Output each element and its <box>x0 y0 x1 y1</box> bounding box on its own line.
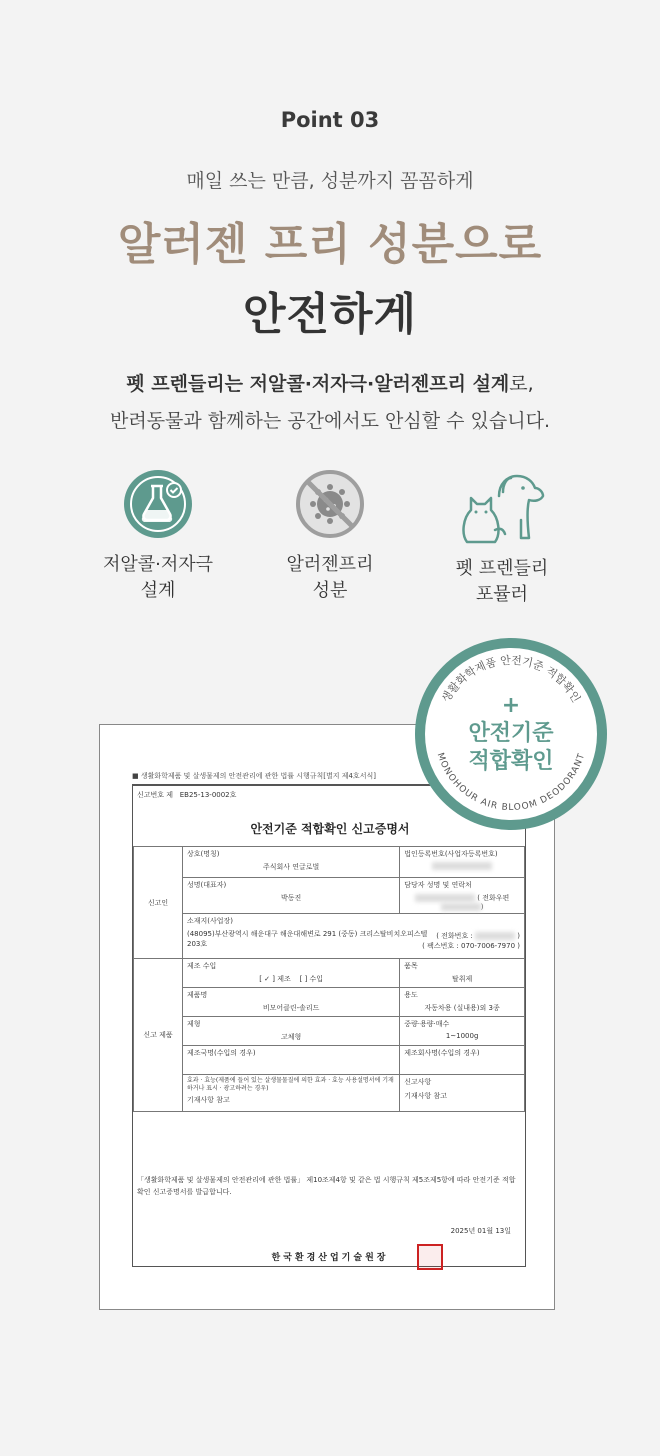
feature-label-line1: 알러젠프리 <box>286 554 374 575</box>
point-label: Point 03 <box>280 108 380 132</box>
effect-value: 기재사항 참고 <box>187 1096 230 1104</box>
report-value: 기재사항 참고 <box>404 1092 448 1100</box>
registration-number <box>137 790 236 800</box>
badge-line1: 안전기준 <box>468 721 554 746</box>
headline-line2: 안전하게 <box>242 289 417 340</box>
weight-value: 1~1000g <box>445 1032 479 1040</box>
redacted-block <box>475 932 515 940</box>
feature-label-line1: 펫 프렌들리 <box>455 558 549 579</box>
redacted-block <box>415 894 475 902</box>
reg-no: EB25-13-0002호 <box>179 791 237 799</box>
feature-pet-friendly <box>412 468 592 608</box>
bizno-label: 법인등록번호(사업자등록번호) <box>404 850 498 858</box>
applicant-label: 신고인 <box>134 847 183 959</box>
company-label: 상호(명칭) <box>187 850 220 858</box>
mfg-option-manufacture: [ ✓ ] 제조 <box>259 975 291 983</box>
badge-plus: + <box>501 693 521 718</box>
badge-line2: 적합확인 <box>468 749 554 774</box>
redacted-block <box>441 903 481 911</box>
effect-label: 효과 · 효능(제품에 들어 있는 살생물물질에 의한 효과 · 효능 사용설명서에 기재하거나 표시 · 광고하려는 경우) <box>187 1077 394 1092</box>
phone-label: ( 전화우편 <box>477 894 510 902</box>
dog-cat-icon <box>457 468 547 544</box>
form-label: 제형 <box>187 1020 201 1028</box>
address-label: 소재지(사업장) <box>187 917 234 925</box>
subtitle: 매일 쓰는 만큼, 성분까지 꼼꼼하게 <box>186 170 474 192</box>
use-label: 용도 <box>404 991 418 999</box>
mfg-label: 제조 수입 <box>187 962 217 970</box>
badge-arc-top-text: 생활화학제품 안전기준 적합확인 <box>439 653 583 705</box>
feature-label-line2: 포뮬러 <box>475 584 529 605</box>
feature-label-line2: 성분 <box>312 580 348 601</box>
report-label: 신고사항 <box>404 1078 432 1086</box>
feature-low-alcohol <box>68 468 248 604</box>
product-name-value: 비모어클린-솔리드 <box>262 1004 320 1012</box>
certificate-title: 안전기준 적합확인 신고증명서 <box>250 822 410 836</box>
description-line1 <box>0 369 660 396</box>
certificate-table: 신고인 상호(명칭) 주식회사 연글로벌 법인등록번호(사업자등록번호) 성명(대표자) 박동진 담당자 성명 및 연락처 ( 전화우편 ) 소재지(사업장) (48095)부산광역시 해운대구 해운대해변로 291 (중동) 크리스탈비치오피스텔 203호 ( 전화번호 : ) ( 팩스번호 : 070-7006-7970 ) 신고 제품 제조 수입 [ ✓ ] 제조 [ ] 수입 품목 탈취제 제품명 비모어클린-솔리드 용도 자동차용 (실내용)외 3종 제형 고체형 중량·용량·매수 1~1000g 제조국명(수입의 경우) 제조회사명(수입의 경우) 효과 · 효능(제품에 들어 있는 살생물물질에 의한 효과 · 효능 사용설명서에 기재하거나 표시 · 광고하려는 경우) 기재사항 참고 신고사항 기재사항 참고 <box>133 846 525 1112</box>
fax-value: ( 팩스번호 : 070-7006-7970 <box>422 942 516 950</box>
company-value: 주식회사 연글로벌 <box>262 863 320 871</box>
feature-allergen-free <box>240 468 420 604</box>
description-rest: 로, <box>509 373 534 395</box>
mfg-option-import: [ ] 수입 <box>299 975 324 983</box>
use-value: 자동차용 (실내용)외 3종 <box>424 1004 500 1012</box>
rep-value: 박동진 <box>280 894 302 902</box>
official-seal <box>417 1244 443 1270</box>
item-value: 탈취제 <box>451 975 473 983</box>
description-line2: 반려동물과 함께하는 공간에서도 안심할 수 있습니다. <box>109 410 551 432</box>
item-label: 품목 <box>404 962 418 970</box>
maker-label: 제조회사명(수입의 경우) <box>404 1049 480 1057</box>
product-name-label: 제품명 <box>187 991 208 999</box>
form-value: 고체형 <box>280 1033 302 1041</box>
feature-label-line1: 저알콜·저자극 <box>102 554 214 575</box>
certificate-notice: 「생활화학제품 및 살생물제의 안전관리에 관한 법률」 제10조제4항 및 같은 법 시행규칙 제5조제5항에 따라 안전기준 적합확인 신고증명서를 발급합니다. <box>137 1176 516 1196</box>
redacted-block <box>432 862 492 870</box>
certificate-body <box>132 785 526 1267</box>
contact-label: 담당자 성명 및 연락처 <box>404 881 472 889</box>
weight-label: 중량·용량·매수 <box>404 1020 450 1028</box>
flask-check-icon <box>122 468 194 540</box>
headline-line1: 알러젠 프리 성분으로 <box>117 219 543 270</box>
rep-label: 성명(대표자) <box>187 881 227 889</box>
reg-label: 신고번호 제 <box>137 791 174 799</box>
certificate-header: ■ 생활화학제품 및 살생물제의 안전관리에 관한 법률 시행규칙[별지 제4호서식] <box>132 771 532 785</box>
feature-label-line2: 설계 <box>140 580 176 601</box>
no-allergen-icon <box>294 468 366 540</box>
country-label: 제조국명(수입의 경우) <box>187 1049 256 1057</box>
badge-arc-bottom-text: MONOHOUR AIR BLOOM DEODORANT <box>434 751 588 814</box>
issuer-name: 한국환경산업기술원장 <box>271 1253 389 1263</box>
tel-label: ( 전화번호 : <box>436 932 473 940</box>
safety-certification-badge <box>413 636 609 832</box>
product-section-label: 신고 제품 <box>134 959 183 1112</box>
issue-date: 2025년 01월 13일 <box>450 1227 511 1235</box>
address-value: (48095)부산광역시 해운대구 해운대해변로 291 (중동) 크리스탈비치오피스텔 203호 <box>187 930 428 948</box>
description-bold: 펫 프렌들리는 저알콜·저자극·알러젠프리 설계 <box>126 373 510 395</box>
